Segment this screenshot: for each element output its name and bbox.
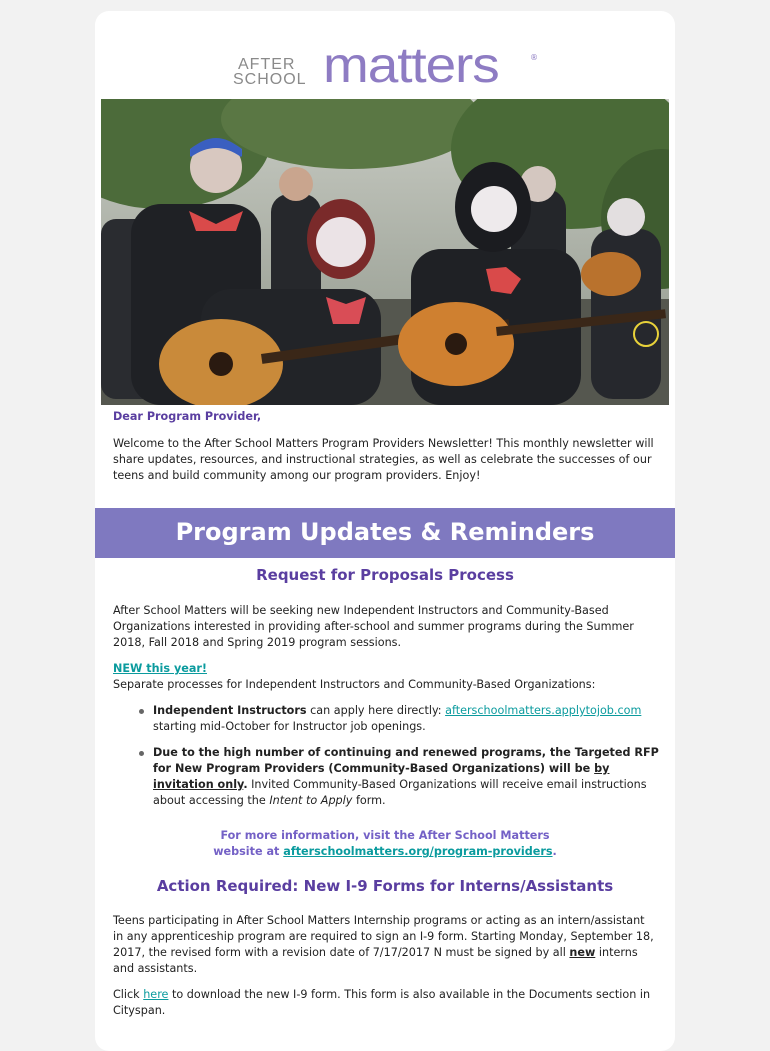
logo-registered-mark: ® (530, 53, 538, 62)
i9-paragraph (113, 913, 658, 977)
bullet2-text: Invited Community-Based Organizations will receive email instructions about accessing the (153, 778, 647, 807)
program-providers-link[interactable]: afterschoolmatters.org/program-providers (283, 845, 553, 858)
bullet1-text: can apply here directly: (306, 704, 446, 717)
i9-download-paragraph (113, 987, 658, 1019)
rfp-paragraph: After School Matters will be seeking new Independent Instructors and Community-Based Organizations interested in providing after-school and summer programs during the Summer 2018, Fall 2018 and Spring 2019 program sessions. (113, 604, 634, 649)
new-this-year-block (113, 661, 658, 693)
intro-paragraph: Welcome to the After School Matters Program Providers Newsletter! This monthly newsletter will share updates, resources, and instructional strategies, as well as celebrate the successes of our teens and build community among our program providers. Enjoy! (113, 437, 654, 482)
i9-download-link[interactable]: here (143, 988, 169, 1001)
i9-new-word: new (569, 946, 596, 959)
bullet2-tail: form. (352, 794, 386, 807)
more-info-pre: website at (213, 845, 284, 858)
click-post: to download the new I-9 form. This form is also available in the Documents section in Cityspan. (113, 988, 651, 1017)
list-item (135, 703, 660, 735)
bullet-dot-icon (139, 751, 144, 756)
newsletter-card (95, 11, 675, 1051)
i9-heading: Action Required: New I-9 Forms for Interns/Assistants (156, 877, 614, 895)
logo-school-text: SCHOOL (233, 71, 307, 88)
bullet-dot-icon (139, 709, 144, 714)
i9-paragraph-pre: Teens participating in After School Matters Internship programs or acting as an intern/assistant in any apprenticeship program are required to sign an I-9 form. Starting Monday, September 18, 2017, the revised form with a revision date of 7/17/2017 N must be signed by all (113, 914, 654, 959)
logo-matters-text: matters (323, 37, 499, 93)
more-info-line2 (95, 844, 675, 860)
after-school-matters-logo[interactable] (95, 11, 675, 99)
separate-processes-text: Separate processes for Independent Instructors and Community-Based Organizations: (113, 678, 596, 691)
bullet1-bold: Independent Instructors (153, 704, 307, 717)
hero-image (101, 99, 669, 405)
more-info-line1: For more information, visit the After School Matters (220, 829, 550, 842)
more-info-callout (95, 828, 675, 860)
applytojob-link[interactable]: afterschoolmatters.applytojob.com (445, 704, 642, 717)
bullet1-tail: starting mid-October for Instructor job openings. (153, 720, 426, 733)
logo-after-text: AFTER (238, 56, 296, 73)
rfp-bullet-list (135, 703, 660, 819)
bullet2-underline: by invitation only (153, 762, 610, 791)
greeting: Dear Program Provider, (113, 410, 262, 423)
i9-paragraph-post: interns and assistants. (113, 946, 638, 975)
list-item (135, 745, 660, 809)
click-pre: Click (113, 988, 144, 1001)
bullet2-dot: . (243, 778, 248, 791)
bullet2-bold: Due to the high number of continuing and renewed programs, the Targeted RFP for New Program Providers (Community-Based Organizations) will be (153, 746, 659, 775)
new-this-year-link[interactable]: NEW this year! (113, 662, 207, 675)
rfp-heading: Request for Proposals Process (256, 566, 514, 584)
bullet2-italic: Intent to Apply (269, 794, 353, 807)
more-info-post: . (552, 845, 557, 858)
section-banner-program-updates: Program Updates & Reminders (95, 508, 675, 558)
hero-photo-illustration (101, 99, 669, 405)
